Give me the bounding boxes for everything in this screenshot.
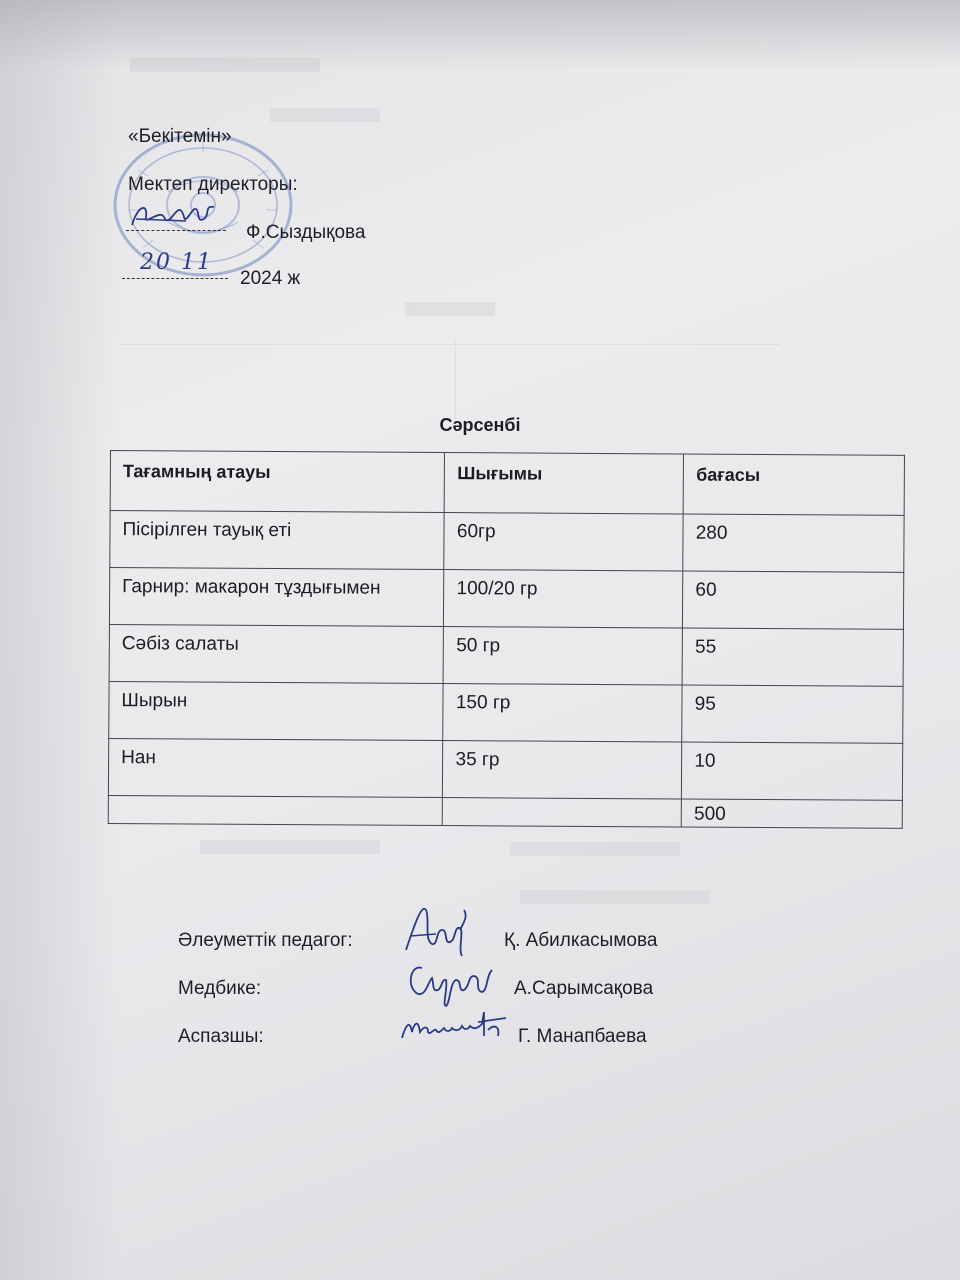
page-shadow-left (0, 0, 120, 1280)
dish-name: Шырын (109, 681, 444, 740)
dish-name: Пісірілген тауық еті (110, 511, 445, 570)
year-label: 2024 ж (240, 268, 301, 289)
signatory-role: Аспазшы: (178, 1026, 264, 1047)
approve-label: «Бекітемін» (128, 126, 232, 147)
total-price: 500 (681, 799, 902, 828)
signatory-role: Медбике: (178, 978, 262, 999)
signatory-signature (398, 996, 510, 1052)
director-label: Мектеп директоры: (128, 174, 298, 195)
dish-price: 95 (682, 685, 903, 743)
signatory-cook (178, 1018, 738, 1058)
dish-portion: 35 гр (443, 741, 682, 799)
table-header-row (110, 451, 904, 516)
column-header-price: бағасы (683, 454, 904, 515)
table-row (109, 681, 903, 743)
table-total-row (108, 795, 902, 828)
dish-portion: 150 гр (443, 684, 682, 742)
dish-portion: 50 гр (444, 627, 683, 685)
dish-name: Сәбіз салаты (109, 624, 444, 683)
day-title: Сәрсенбі (439, 415, 521, 435)
dish-portion: 60гр (444, 513, 683, 571)
column-header-dish: Тағамның атауы (110, 451, 445, 513)
dish-name: Гарнир: макарон тұздығымен (109, 568, 444, 627)
menu-table (108, 450, 905, 829)
total-empty-cell (108, 795, 443, 825)
column-header-portion: Шығымы (445, 453, 684, 514)
dish-name: Нан (108, 738, 443, 797)
table-row (110, 511, 904, 573)
dish-price: 55 (682, 628, 903, 686)
table-row (109, 568, 903, 630)
dish-price: 10 (682, 742, 903, 800)
signatory-name: Қ. Абилкасымова (504, 930, 658, 951)
director-signature (126, 195, 226, 235)
signatory-name: Г. Манапбаева (518, 1026, 647, 1047)
dish-price: 60 (683, 571, 904, 629)
dish-price: 280 (683, 514, 904, 572)
date-line (122, 278, 228, 279)
date-handwritten: 20 11 (140, 250, 213, 275)
signatory-role: Әлеуметтік педагог: (178, 930, 353, 951)
dish-portion: 100/20 гр (444, 570, 683, 628)
director-name: Ф.Сыздықова (246, 222, 366, 243)
table-row (108, 738, 902, 800)
table-row (109, 624, 903, 686)
total-empty-cell (443, 798, 682, 827)
signatory-name: А.Сарымсақова (514, 978, 654, 999)
